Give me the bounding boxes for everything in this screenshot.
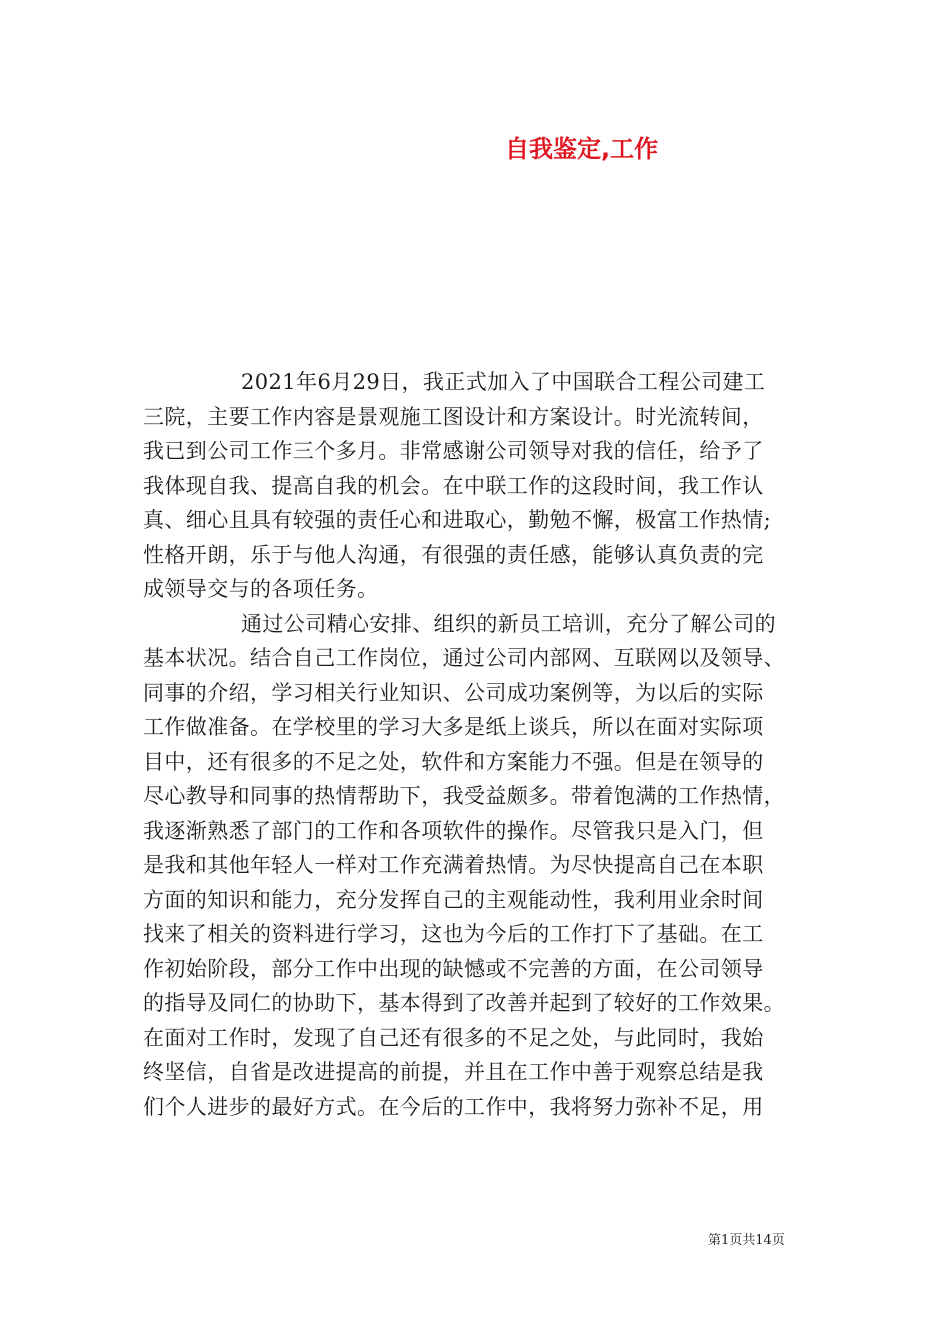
paragraph-1-line-6: 性格开朗，乐于与他人沟通，有很强的责任感，能够认真负责的完	[143, 542, 764, 567]
paragraph-2-line-14: 终坚信，自省是改进提高的前提，并且在工作中善于观察总结是我	[143, 1060, 764, 1084]
paragraph-1-line-2: 三院，主要工作内容是景观施工图设计和方案设计。时光流转间，	[143, 404, 764, 429]
paragraph-2-line-8: 是我和其他年轻人一样对工作充满着热情。为尽快提高自己在本职	[143, 853, 764, 877]
paragraph-1-line-3: 我已到公司工作三个多月。非常感谢公司领导对我的信任，给予了	[143, 439, 764, 463]
paragraph-1-line-1: 2021年6月29日，我正式加入了中国联合工程公司建工	[241, 370, 766, 394]
page-number-footer: 第1页共14页	[708, 1233, 785, 1248]
paragraph-1-line-5: 真、细心且具有较强的责任心和进取心，勤勉不懈，极富工作热情;	[143, 508, 772, 532]
paragraph-2-line-10: 找来了相关的资料进行学习，这也为今后的工作打下了基础。在工	[143, 922, 764, 946]
paragraph-2-line-7: 我逐渐熟悉了部门的工作和各项软件的操作。尽管我只是入门，但	[143, 818, 764, 843]
paragraph-2-line-6: 尽心教导和同事的热情帮助下，我受益颇多。带着饱满的工作热情，	[143, 784, 785, 808]
paragraph-1-line-7: 成领导交与的各项任务。	[143, 577, 379, 601]
document-body	[143, 365, 833, 1124]
paragraph-2-line-5: 目中，还有很多的不足之处，软件和方案能力不强。但是在领导的	[143, 749, 764, 774]
paragraph-2-line-3: 同事的介绍，学习相关行业知识、公司成功案例等，为以后的实际	[143, 680, 764, 705]
paragraph-2-line-4: 工作做准备。在学校里的学习大多是纸上谈兵，所以在面对实际项	[143, 715, 764, 739]
paragraph-2-line-1: 通过公司精心安排、组织的新员工培训，充分了解公司的	[241, 611, 776, 636]
paragraph-1-line-4: 我体现自我、提高自我的机会。在中联工作的这段时间，我工作认	[143, 473, 764, 498]
paragraph-2-line-9: 方面的知识和能力，充分发挥自己的主观能动性，我利用业余时间	[143, 887, 764, 912]
paragraph-2-line-2: 基本状况。结合自己工作岗位，通过公司内部网、互联网以及领导、	[143, 646, 785, 670]
paragraph-2-line-13: 在面对工作时，发现了自己还有很多的不足之处，与此同时，我始	[143, 1025, 764, 1050]
paragraph-2-line-11: 作初始阶段，部分工作中出现的缺憾或不完善的方面，在公司领导	[143, 956, 764, 981]
paragraph-2-line-12: 的指导及同仁的协助下，基本得到了改善并起到了较好的工作效果。	[143, 991, 785, 1015]
paragraph-2-line-15: 们个人进步的最好方式。在今后的工作中，我将努力弥补不足，用	[143, 1094, 764, 1119]
document-title: 自我鉴定,工作	[505, 135, 659, 163]
